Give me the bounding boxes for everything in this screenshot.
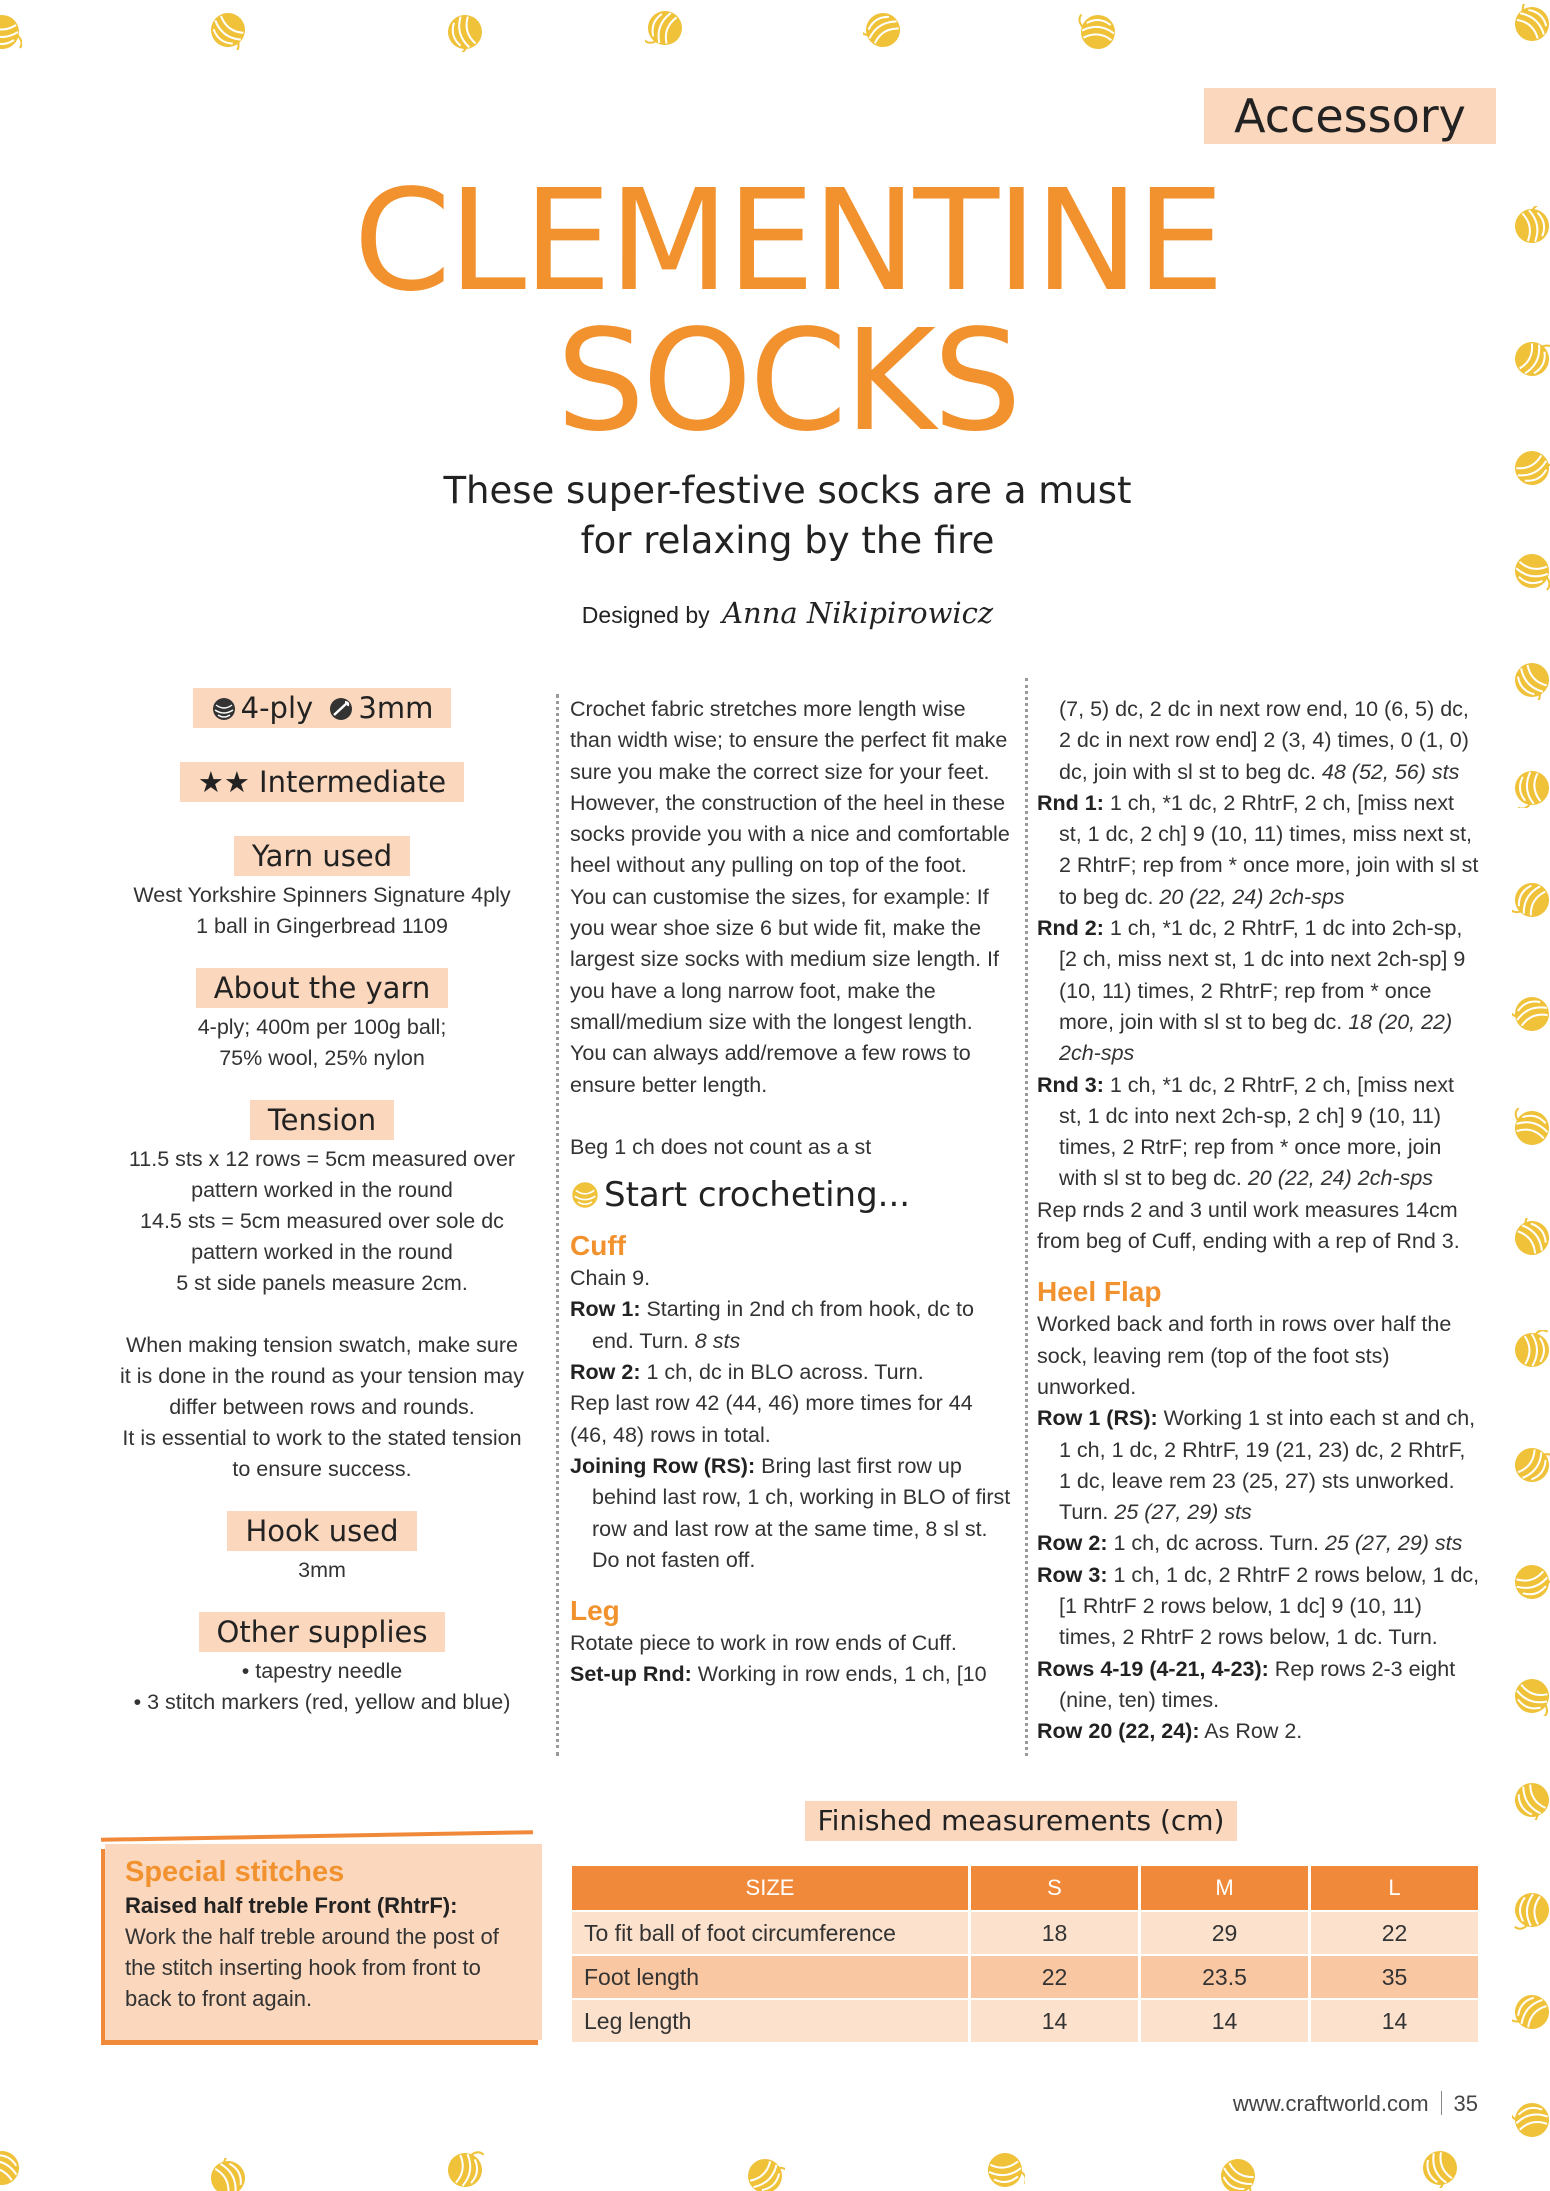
table-header: M [1138,1866,1308,1910]
yarn-ball-icon [1218,2156,1258,2191]
weight-hook-box [193,688,452,728]
tension-line: 5 st side panels measure 2cm. [176,1271,468,1295]
yarn-ball-icon [745,2156,785,2191]
leg-rnd-2: Rnd 2: 1 ch, *1 dc, 2 RhtrF, 1 dc into 2ch-sp, [2 ch, miss next st, 1 dc into next 2ch-sp] 9 (10, 11) times, 2 RhtrF; rep from * once more, join with sl st to beg dc. 18 (20, 22) 2ch-sps [1037,916,1466,1066]
yarn-ball-icon [0,12,22,52]
tension-note-line: It is essential to work to the stated tension [122,1426,522,1450]
yarn-ball-icon [445,2150,485,2190]
special-stitch-description: Work the half treble around the post of the stitch inserting hook from front to back to front again. [125,1924,499,2011]
yarn-ball-icon [1512,1108,1550,1148]
about-yarn-line1: 4-ply; 400m per 100g ball; [197,1015,447,1039]
yarn-ball-icon [985,2150,1025,2190]
specs-column [100,688,544,1744]
designer-name: Anna Nikipirowicz [722,596,994,630]
table-row [572,1956,1478,1998]
supply-item: • 3 stitch markers (red, yellow and blue) [133,1690,511,1714]
table-cell: 14 [1308,2000,1478,2042]
table-cell: Foot length [572,1956,968,1998]
instructions-column-middle [570,694,1013,1691]
yarn-ball-icon [1512,2100,1550,2140]
yarn-ball-icon [1512,994,1550,1034]
table-row [572,1912,1478,1954]
cuff-chain: Chain 9. [570,1266,651,1291]
yarn-used-heading: Yarn used [234,836,410,876]
yarn-ball-icon [1512,1676,1550,1716]
yarn-ball-icon [211,692,237,718]
tension-note-line: to ensure success. [232,1457,412,1481]
yarn-ball-icon [1512,660,1550,700]
table-cell: 14 [1138,2000,1308,2042]
stitch-note: Beg 1 ch does not count as a st [570,1134,872,1159]
page-number: 35 [1453,2091,1478,2116]
heel-row-20: Row 20 (22, 24): As Row 2. [1037,1719,1303,1744]
yarn-ball-icon [1512,1330,1550,1370]
yarn-ball-icon [1512,1562,1550,1602]
intro-paragraph-2: You can customise the sizes, for example: If you wear shoe size 6 but wide fit, make the largest size socks with medium size length. If you have a long narrow foot, make the small/medium size with the longest length. You can always add/remove a few rows to ensure better length. [570,884,999,1097]
special-stitch-name: Raised half treble Front (RhtrF): [125,1893,458,1918]
table-cell: 14 [968,2000,1138,2042]
heel-rows-4-19: Rows 4-19 (4-21, 4-23): Rep rows 2-3 eight (nine, ten) times. [1037,1656,1456,1712]
hook-icon [328,692,354,718]
special-stitches-box [105,1844,542,2040]
leg-setup: Set-up Rnd: Working in row ends, 1 ch, [10 [570,1662,987,1687]
footer [1233,2091,1478,2117]
intro-paragraph-1: Crochet fabric stretches more length wise than width wise; to ensure the perfect fit make sure you make the correct size for your feet. However, the construction of the heel in these socks provide you with a nice and comfortable heel without any pulling on top of the foot. [570,697,1010,878]
tension-line: 14.5 sts = 5cm measured over sole dc [140,1209,504,1233]
tension-note-line: When making tension swatch, make sure [126,1333,518,1357]
cuff-row-2: Row 2: 1 ch, dc in BLO across. Turn. [570,1360,924,1385]
table-cell: Leg length [572,2000,968,2042]
heel-row-2: Row 2: 1 ch, dc across. Turn. 25 (27, 29) sts [1037,1531,1463,1556]
leg-rotate: Rotate piece to work in row ends of Cuff. [570,1631,957,1656]
yarn-used-line1: West Yorkshire Spinners Signature 4ply [133,883,511,907]
byline-prefix: Designed by [581,602,710,628]
yarn-ball-icon [1078,12,1118,52]
hook-used-value: 3mm [298,1558,346,1582]
yarn-ball-icon [570,1177,600,1207]
table-cell: 22 [1308,1912,1478,1954]
table-header: S [968,1866,1138,1910]
tension-line: pattern worked in the round [191,1240,453,1264]
level-label: Intermediate [259,765,447,799]
other-supplies-heading: Other supplies [199,1612,446,1652]
title-line-2: SOCKS [556,300,1019,463]
yarn-ball-icon [208,2158,248,2191]
about-yarn-heading: About the yarn [196,968,449,1008]
title-line-1: CLEMENTINE [353,160,1222,323]
yarn-ball-icon [1512,4,1550,44]
table-row [572,2000,1478,2042]
table-cell: 35 [1308,1956,1478,1998]
yarn-ball-icon [1512,1445,1550,1485]
tension-heading: Tension [250,1100,394,1140]
cuff-repeat: Rep last row 42 (44, 46) more times for 44 (46, 48) rows in total. [570,1391,973,1447]
special-stitches-heading: Special stitches [125,1856,345,1888]
leg-rnd-3: Rnd 3: 1 ch, *1 dc, 2 RhtrF, 2 ch, [miss next st, 1 dc into next 2ch-sp, 2 ch] 9 (10, 11) times, 2 RtrF; rep from * once more, join with sl st to beg dc. 20 (22, 24) 2ch-sps [1037,1072,1455,1191]
weight-value: 4-ply [240,691,314,725]
level-stars: ★★ [197,765,250,799]
heel-flap-heading: Heel Flap [1037,1276,1162,1308]
table-cell: To fit ball of foot circumference [572,1912,968,1954]
yarn-ball-icon [1512,1218,1550,1258]
table-cell: 22 [968,1956,1138,1998]
yarn-ball-icon [863,10,903,50]
column-divider [1025,678,1028,1756]
level-box [180,762,464,802]
cuff-heading: Cuff [570,1230,626,1262]
yarn-ball-icon [1420,2148,1460,2188]
yarn-ball-icon [0,2148,22,2188]
section-tag: Accessory [1204,88,1496,144]
about-yarn-line2: 75% wool, 25% nylon [219,1046,425,1070]
table-cell: 29 [1138,1912,1308,1954]
yarn-ball-icon [1512,1890,1550,1930]
yarn-ball-icon [645,8,685,48]
yarn-used-line2: 1 ball in Gingerbread 1109 [196,914,448,938]
leg-setup-continued: (7, 5) dc, 2 dc in next row end, 10 (6, 5) dc, 2 dc in next row end] 2 (3, 4) times, 0 (1, 0) dc, join with sl st to beg dc. 48 (52, 56) sts [1059,697,1469,784]
yarn-ball-icon [1512,1780,1550,1820]
table-header: SIZE [572,1866,968,1910]
tension-line: 11.5 sts x 12 rows = 5cm measured over [128,1147,516,1171]
leg-heading: Leg [570,1595,620,1627]
heel-row-1: Row 1 (RS): Working 1 st into each st and ch, 1 ch, 1 dc, 2 RhtrF, 19 (21, 23) dc, 2 RhtrF, 1 dc, leave rem 23 (25, 27) sts unworked. Turn. 25 (27, 29) sts [1037,1406,1476,1525]
measurements-title: Finished measurements (cm) [805,1801,1237,1841]
yarn-ball-icon [1512,1992,1550,2032]
yarn-ball-icon [208,10,248,50]
heel-row-3: Row 3: 1 ch, 1 dc, 2 RhtrF 2 rows below, 1 dc, [1 RhtrF 2 rows below, 1 dc] 9 (10, 11) times, 2 RhtrF 2 rows below, 1 dc. Turn. [1037,1562,1480,1650]
yarn-ball-icon [1512,880,1550,920]
table-cell: 23.5 [1138,1956,1308,1998]
measurements-table [572,1864,1478,2044]
cuff-joining-row: Joining Row (RS): Bring last first row up behind last row, 1 ch, working in BLO of first row and last row at the same time, 8 sl st. Do not fasten off. [570,1453,1011,1572]
column-divider [556,694,559,1756]
hook-value: 3mm [358,691,434,725]
subtitle-line-2: for relaxing by the fire [580,519,995,562]
tension-line: pattern worked in the round [191,1178,453,1202]
leg-rnd-1: Rnd 1: 1 ch, *1 dc, 2 RhtrF, 2 ch, [miss next st, 1 dc, 2 ch] 9 (10, 11) times, miss next st, 2 RhtrF; rep from * once more, join with sl st to beg dc. 20 (22, 24) 2ch-sps [1037,790,1479,909]
leg-repeat-rounds: Rep rnds 2 and 3 until work measures 14cm from beg of Cuff, ending with a rep of Rnd 3. [1037,1197,1460,1254]
supply-item: • tapestry needle [241,1659,403,1683]
tension-note-line: it is done in the round as your tension may [120,1364,524,1388]
start-crocheting-heading: Start crocheting... [570,1173,1013,1217]
yarn-ball-icon [445,12,485,52]
table-header-row [572,1866,1478,1910]
tension-note-line: differ between rows and rounds. [169,1395,475,1419]
byline [0,596,1550,630]
hook-used-heading: Hook used [227,1511,416,1551]
website-url: www.craftworld.com [1232,2091,1429,2116]
instructions-column-right [1037,694,1482,1748]
heel-intro: Worked back and forth in rows over half the sock, leaving rem (top of the foot sts) unworked. [1037,1312,1452,1399]
yarn-ball-icon [1512,768,1550,808]
cuff-row-1: Row 1: Starting in 2nd ch from hook, dc to end. Turn. 8 sts [570,1297,974,1353]
table-header: L [1308,1866,1478,1910]
subtitle-line-1: These super-festive socks are a must [443,469,1132,512]
table-cell: 18 [968,1912,1138,1954]
